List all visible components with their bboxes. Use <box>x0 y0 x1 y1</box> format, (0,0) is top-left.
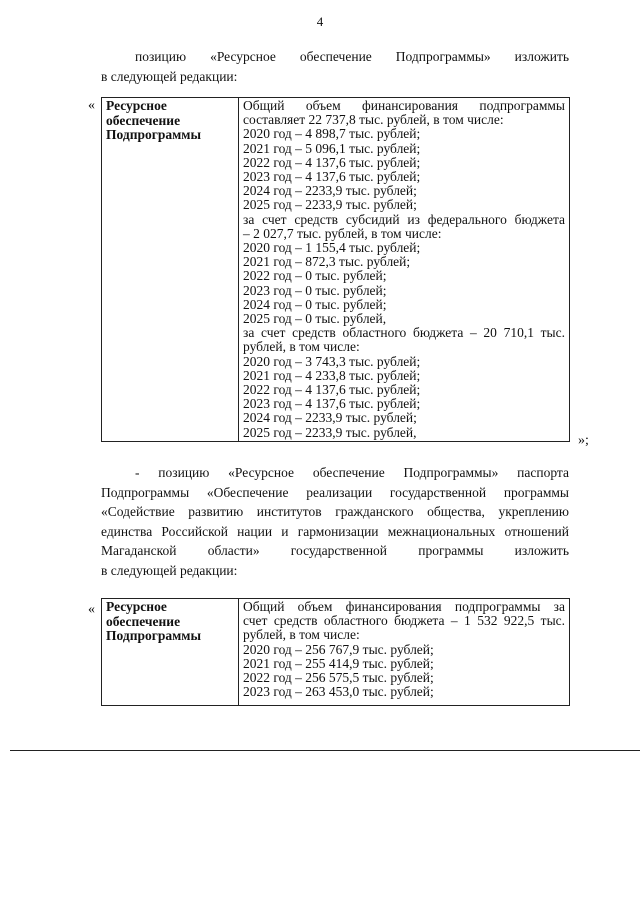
middle-paragraph <box>101 463 569 580</box>
close-quote: »; <box>578 433 589 448</box>
resource-content-cell <box>239 599 570 706</box>
middle-line: «Содействие развитию институтов гражданского общества, укреплению <box>101 504 569 519</box>
resource-table-2 <box>101 598 570 706</box>
content-line: 2024 год – 2233,9 тыс. рублей; <box>243 183 417 199</box>
content-line: 2020 год – 256 767,9 тыс. рублей; <box>243 641 434 657</box>
content-line: за счет средств областного бюджета – 20 710,1 тыс. <box>243 325 565 341</box>
content-line: 2023 год – 4 137,6 тыс. рублей; <box>243 396 421 412</box>
content-line: 2021 год – 4 233,8 тыс. рублей; <box>243 367 421 383</box>
intro-line: позицию «Ресурсное обеспечение Подпрограммы» изложить <box>135 49 569 64</box>
resource-table-1 <box>101 97 570 442</box>
label-line: обеспечение <box>106 613 181 629</box>
content-line: 2025 год – 2233,9 тыс. рублей, <box>243 424 417 440</box>
content-line: 2020 год – 4 898,7 тыс. рублей; <box>243 126 421 142</box>
content-line: 2022 год – 256 575,5 тыс. рублей; <box>243 670 434 686</box>
content-line: 2022 год – 4 137,6 тыс. рублей; <box>243 382 421 398</box>
open-quote: « <box>88 602 95 617</box>
open-quote: « <box>88 98 95 113</box>
content-line: 2023 год – 4 137,6 тыс. рублей; <box>243 169 421 185</box>
content-line: 2023 год – 0 тыс. рублей; <box>243 282 387 298</box>
page-number: 4 <box>316 14 324 29</box>
content-line: 2024 год – 0 тыс. рублей; <box>243 296 387 312</box>
content-line: 2020 год – 3 743,3 тыс. рублей; <box>243 353 421 369</box>
content-line: Общий объем финансирования подпрограммы за <box>243 599 565 614</box>
intro-line: в следующей редакции: <box>101 68 238 84</box>
content-line: рублей, в том числе: <box>243 339 360 355</box>
content-line: 2022 год – 0 тыс. рублей; <box>243 268 387 284</box>
intro-paragraph <box>101 47 569 86</box>
content-line: 2020 год – 1 155,4 тыс. рублей; <box>243 240 421 256</box>
middle-line: - позицию «Ресурсное обеспечение Подпрограммы» паспорта <box>135 465 569 480</box>
resource-label-cell <box>102 599 239 706</box>
middle-line: единства Российской нации и гармонизации межнациональных отношений <box>101 523 569 539</box>
label-line: Ресурсное <box>106 98 167 113</box>
middle-line: Подпрограммы «Обеспечение реализации государственной программы <box>101 484 569 500</box>
label-line: Подпрограммы <box>106 127 202 142</box>
label-line: Ресурсное <box>106 599 167 614</box>
label-line: Подпрограммы <box>106 628 202 643</box>
page-break-rule <box>10 750 640 751</box>
content-line: – 2 027,7 тыс. рублей, в том числе: <box>243 225 442 241</box>
content-line: рублей, в том числе: <box>243 627 360 643</box>
resource-content-cell <box>239 98 570 442</box>
content-line: 2022 год – 4 137,6 тыс. рублей; <box>243 154 421 170</box>
label-line: обеспечение <box>106 112 181 128</box>
content-line: 2021 год – 872,3 тыс. рублей; <box>243 254 411 270</box>
content-line: 2025 год – 2233,9 тыс. рублей; <box>243 197 417 213</box>
content-line: 2021 год – 255 414,9 тыс. рублей; <box>243 655 434 671</box>
content-line: счет средств областного бюджета – 1 532 922,5 тыс. <box>243 613 565 629</box>
middle-line: в следующей редакции: <box>101 562 238 578</box>
content-line: 2024 год – 2233,9 тыс. рублей; <box>243 410 417 426</box>
middle-line: Магаданской области» государственной программы изложить <box>101 543 569 558</box>
content-line: составляет 22 737,8 тыс. рублей, в том числе: <box>243 112 504 128</box>
resource-label-cell <box>102 98 239 442</box>
content-line: 2021 год – 5 096,1 тыс. рублей; <box>243 140 421 156</box>
content-line: за счет средств субсидий из федерального бюджета <box>243 211 565 227</box>
content-line: 2023 год – 263 453,0 тыс. рублей; <box>243 684 434 700</box>
content-line: Общий объем финансирования подпрограммы <box>243 98 565 113</box>
content-line: 2025 год – 0 тыс. рублей, <box>243 311 387 327</box>
